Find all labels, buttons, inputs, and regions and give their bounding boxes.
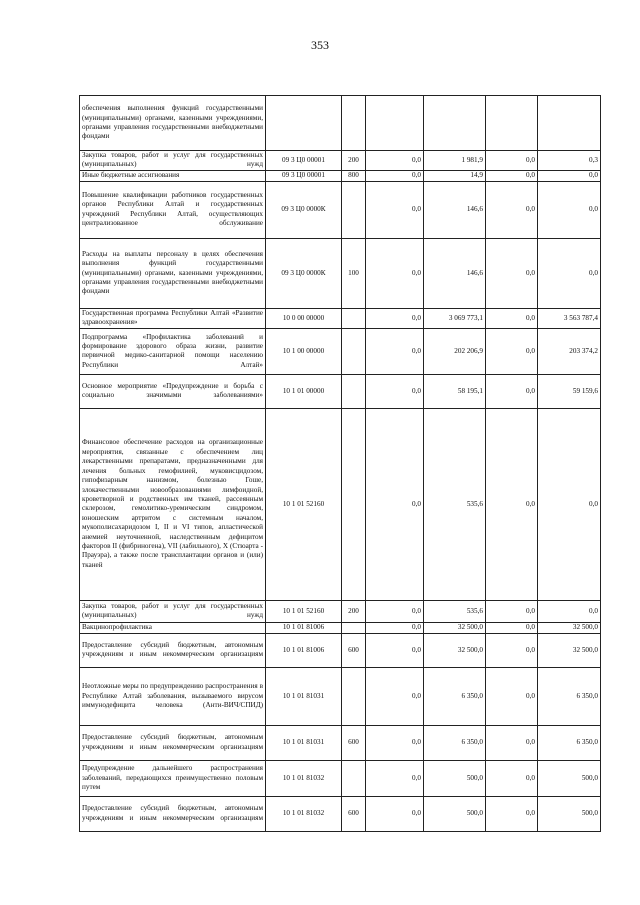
amount-cell: 146,6 xyxy=(424,181,486,238)
expense-type-code xyxy=(342,374,366,408)
amount-cell: 6 350,0 xyxy=(538,667,601,725)
expense-type-code xyxy=(342,308,366,328)
amount-cell: 0,0 xyxy=(486,374,538,408)
amount-cell: 32 500,0 xyxy=(538,622,601,633)
target-article-code: 10 1 01 81031 xyxy=(266,667,342,725)
amount-cell xyxy=(424,96,486,151)
expense-type-code: 800 xyxy=(342,170,366,181)
expense-type-code xyxy=(342,622,366,633)
amount-cell: 0,0 xyxy=(486,667,538,725)
target-article-code: 10 1 01 81031 xyxy=(266,725,342,760)
amount-cell: 0,0 xyxy=(366,151,424,171)
table-row xyxy=(80,308,601,328)
amount-cell: 0,0 xyxy=(486,600,538,622)
table-row xyxy=(80,796,601,831)
amount-cell: 146,6 xyxy=(424,238,486,308)
amount-cell: 3 069 773,1 xyxy=(424,308,486,328)
expense-type-code: 200 xyxy=(342,151,366,171)
amount-cell xyxy=(486,96,538,151)
amount-cell: 0,0 xyxy=(538,170,601,181)
table-row xyxy=(80,633,601,667)
expense-type-code: 600 xyxy=(342,796,366,831)
row-name: Предоставление субсидий бюджетным, автономным учреждениям и иным некоммерческим организациям xyxy=(80,725,266,760)
amount-cell: 500,0 xyxy=(538,760,601,796)
table-row xyxy=(80,238,601,308)
row-name: Повышение квалификации работников государственных органов Республики Алтай и государственных учреждений Республики Алтай, осуществляющих централизованное обслуживание xyxy=(80,181,266,238)
amount-cell: 0,0 xyxy=(366,633,424,667)
table-row xyxy=(80,760,601,796)
amount-cell: 0,0 xyxy=(538,238,601,308)
amount-cell: 0,0 xyxy=(366,181,424,238)
amount-cell: 3 563 787,4 xyxy=(538,308,601,328)
amount-cell: 0,0 xyxy=(486,796,538,831)
expense-type-code: 600 xyxy=(342,725,366,760)
amount-cell: 0,0 xyxy=(366,238,424,308)
amount-cell: 32 500,0 xyxy=(424,622,486,633)
expense-type-code xyxy=(342,328,366,374)
amount-cell xyxy=(366,96,424,151)
amount-cell: 0,0 xyxy=(538,408,601,600)
row-name: Подпрограмма «Профилактика заболеваний и формирование здорового образа жизни, развитие первичной медико-санитарной помощи населению Республики Алтай» xyxy=(80,328,266,374)
target-article-code: 10 1 01 52160 xyxy=(266,408,342,600)
amount-cell: 0,0 xyxy=(366,374,424,408)
row-name: обеспечения выполнения функций государственными (муниципальными) органами, казенными учреждениями, органами управления государственными внебюджетными фондами xyxy=(80,96,266,151)
amount-cell: 0,0 xyxy=(366,725,424,760)
amount-cell: 6 350,0 xyxy=(538,725,601,760)
amount-cell: 0,0 xyxy=(486,760,538,796)
amount-cell: 0,0 xyxy=(486,170,538,181)
amount-cell: 6 350,0 xyxy=(424,667,486,725)
amount-cell: 0,0 xyxy=(486,238,538,308)
row-name: Неотложные меры по предупреждению распространения в Республике Алтай заболевания, вызываемого вирусом иммунодефицита человека (Анти-ВИЧ/СПИД) xyxy=(80,667,266,725)
amount-cell: 535,6 xyxy=(424,408,486,600)
page-number: 353 xyxy=(311,38,329,52)
table-row xyxy=(80,181,601,238)
amount-cell: 535,6 xyxy=(424,600,486,622)
amount-cell: 0,0 xyxy=(366,600,424,622)
amount-cell: 500,0 xyxy=(538,796,601,831)
amount-cell: 58 195,1 xyxy=(424,374,486,408)
table-row xyxy=(80,622,601,633)
amount-cell: 6 350,0 xyxy=(424,725,486,760)
target-article-code: 10 1 01 81032 xyxy=(266,796,342,831)
table-row xyxy=(80,408,601,600)
amount-cell: 0,0 xyxy=(486,181,538,238)
row-name: Предоставление субсидий бюджетным, автономным учреждениям и иным некоммерческим организациям xyxy=(80,633,266,667)
amount-cell: 0,0 xyxy=(538,181,601,238)
expense-type-code xyxy=(342,408,366,600)
table-row xyxy=(80,667,601,725)
row-name: Вакцинопрофилактика xyxy=(80,622,266,633)
amount-cell xyxy=(538,96,601,151)
amount-cell: 0,0 xyxy=(486,725,538,760)
amount-cell: 0,0 xyxy=(366,760,424,796)
amount-cell: 0,0 xyxy=(486,622,538,633)
table-row xyxy=(80,374,601,408)
expense-type-code xyxy=(342,181,366,238)
row-name: Расходы на выплаты персоналу в целях обеспечения выполнения функций государственными (муниципальными) органами, казенными учреждениями, органами управления государственными внебюджетными фондами xyxy=(80,238,266,308)
target-article-code: 10 1 01 81006 xyxy=(266,622,342,633)
row-name: Закупка товаров, работ и услуг для государственных (муниципальных) нужд xyxy=(80,151,266,171)
amount-cell: 0,0 xyxy=(366,308,424,328)
amount-cell: 32 500,0 xyxy=(538,633,601,667)
table-row xyxy=(80,151,601,171)
expense-type-code: 200 xyxy=(342,600,366,622)
row-name: Основное мероприятие «Предупреждение и борьба с социально значимыми заболеваниями» xyxy=(80,374,266,408)
target-article-code: 09 3 Ц0 00001 xyxy=(266,170,342,181)
expense-type-code xyxy=(342,760,366,796)
row-name: Предупреждение дальнейшего распространения заболеваний, передающихся преимущественно половым путем xyxy=(80,760,266,796)
amount-cell: 0,0 xyxy=(538,600,601,622)
amount-cell: 0,0 xyxy=(366,170,424,181)
row-name: Финансовое обеспечение расходов на организационные мероприятия, связанные с обеспечением лиц лекарственными препаратами, предназначенными для лечения больных гемофилией, муковисцидозом, гипофизарным нанизмом, болезнью Гоше, злокачественными новообразованиями лимфоидной, кроветворной и родственных им тканей, рассеянным склерозом, гемолитико-уремическим синдромом, юношеским артритом с системным началом, мукополисахаридозом I, II и VI типов, апластической анемией неуточненной, наследственным дефицитом факторов II (фибриногена), VII (лабильного), X (Стюарта - Прауэра), а также после трансплантации органов и (или) тканей xyxy=(80,408,266,600)
target-article-code: 10 1 01 81006 xyxy=(266,633,342,667)
table-row xyxy=(80,170,601,181)
amount-cell: 500,0 xyxy=(424,796,486,831)
amount-cell: 0,3 xyxy=(538,151,601,171)
table-row xyxy=(80,600,601,622)
expense-type-code: 600 xyxy=(342,633,366,667)
target-article-code: 09 3 Ц0 00001 xyxy=(266,151,342,171)
amount-cell: 202 206,9 xyxy=(424,328,486,374)
amount-cell: 203 374,2 xyxy=(538,328,601,374)
amount-cell: 0,0 xyxy=(366,667,424,725)
row-name: Государственная программа Республики Алтай «Развитие здравоохранения» xyxy=(80,308,266,328)
target-article-code: 10 0 00 00000 xyxy=(266,308,342,328)
amount-cell: 0,0 xyxy=(366,328,424,374)
table-row xyxy=(80,725,601,760)
amount-cell: 0,0 xyxy=(486,151,538,171)
amount-cell: 0,0 xyxy=(486,408,538,600)
amount-cell: 0,0 xyxy=(486,328,538,374)
row-name: Иные бюджетные ассигнования xyxy=(80,170,266,181)
target-article-code: 10 1 01 81032 xyxy=(266,760,342,796)
amount-cell: 0,0 xyxy=(486,633,538,667)
amount-cell: 0,0 xyxy=(486,308,538,328)
target-article-code: 09 3 Ц0 0000К xyxy=(266,238,342,308)
expense-type-code xyxy=(342,96,366,151)
amount-cell: 59 159,6 xyxy=(538,374,601,408)
row-name: Закупка товаров, работ и услуг для государственных (муниципальных) нужд xyxy=(80,600,266,622)
amount-cell: 1 981,9 xyxy=(424,151,486,171)
amount-cell: 500,0 xyxy=(424,760,486,796)
expense-type-code xyxy=(342,667,366,725)
target-article-code: 10 1 01 52160 xyxy=(266,600,342,622)
row-name: Предоставление субсидий бюджетным, автономным учреждениям и иным некоммерческим организациям xyxy=(80,796,266,831)
budget-table xyxy=(79,95,601,832)
amount-cell: 0,0 xyxy=(366,408,424,600)
expense-type-code: 100 xyxy=(342,238,366,308)
table-row xyxy=(80,328,601,374)
target-article-code: 10 1 00 00000 xyxy=(266,328,342,374)
target-article-code: 10 1 01 00000 xyxy=(266,374,342,408)
amount-cell: 32 500,0 xyxy=(424,633,486,667)
amount-cell: 14,9 xyxy=(424,170,486,181)
target-article-code: 09 3 Ц0 0000К xyxy=(266,181,342,238)
table-row xyxy=(80,96,601,151)
amount-cell: 0,0 xyxy=(366,796,424,831)
target-article-code xyxy=(266,96,342,151)
amount-cell: 0,0 xyxy=(366,622,424,633)
